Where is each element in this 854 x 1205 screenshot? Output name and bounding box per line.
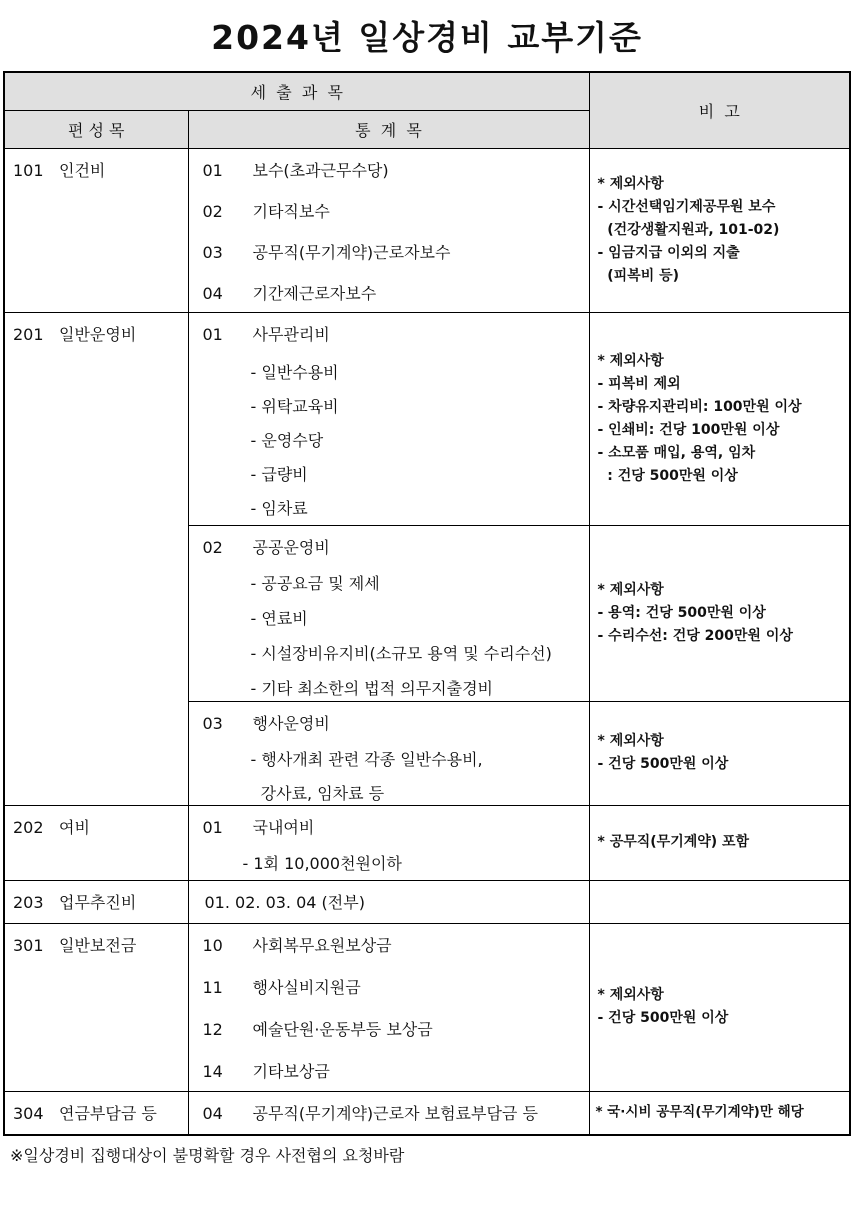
remarks-cell: * 제외사항 - 건당 500만원 이상 <box>589 701 850 805</box>
category-cell: 304 연금부담금 등 <box>4 1091 188 1135</box>
item-cell: 02 공공운영비 - 공공요금 및 제세 - 연료비 - 시설장비유지비(소규모 용역 및 수리수선) - 기타 최소한의 법적 의무지출경비 <box>188 525 589 701</box>
page-title: 2024년 일상경비 교부기준 <box>211 18 643 57</box>
remarks-cell: * 공무직(무기계약) 포함 <box>589 805 850 880</box>
table-row <box>4 312 850 525</box>
category-cell: 301 일반보전금 <box>4 923 188 1091</box>
item-cell: 01 국내여비 - 1회 10,000천원이하 <box>188 805 589 880</box>
remarks-cell: * 국·시비 공무직(무기계약)만 해당 <box>589 1091 850 1135</box>
category-cell: 202 여비 <box>4 805 188 880</box>
item-cell: 01 사무관리비 - 일반수용비 - 위탁교육비 - 운영수당 - 급량비 - 임차료 <box>188 312 589 525</box>
table-row <box>4 148 850 312</box>
table-row <box>4 923 850 1091</box>
budget-table <box>3 71 851 1136</box>
item-cell: 01 보수(초과근무수당) 02 기타직보수 03 공무직(무기계약)근로자보수 04 기간제근로자보수 <box>188 148 589 312</box>
header-group: 세 출 과 목 <box>4 72 589 110</box>
remarks-cell: * 제외사항 - 피복비 제외 - 차량유지관리비: 100만원 이상 - 인쇄비: 건당 100만원 이상 - 소모품 매입, 용역, 임차 : 건당 500만원 이상 <box>589 312 850 525</box>
item-cell: 04 공무직(무기계약)근로자 보험료부담금 등 <box>188 1091 589 1135</box>
category-cell: 203 업무추진비 <box>4 880 188 923</box>
category-cell: 101 인건비 <box>4 148 188 312</box>
table-row <box>4 880 850 923</box>
category-cell: 201 일반운영비 <box>4 312 188 805</box>
item-cell: 10 사회복무요원보상금 11 행사실비지원금 12 예술단원·운동부등 보상금 14 기타보상금 <box>188 923 589 1091</box>
remarks-cell: * 제외사항 - 건당 500만원 이상 <box>589 923 850 1091</box>
remarks-cell: * 제외사항 - 용역: 건당 500만원 이상 - 수리수선: 건당 200만원 이상 <box>589 525 850 701</box>
table-row <box>4 1091 850 1135</box>
header-remarks: 비 고 <box>589 72 850 148</box>
table-row <box>4 805 850 880</box>
footer-note: ※일상경비 집행대상이 불명확할 경우 사전협의 요청바람 <box>10 1146 405 1165</box>
header-col2: 통 계 목 <box>188 110 589 148</box>
item-cell: 03 행사운영비 - 행사개최 관련 각종 일반수용비, 강사료, 임차료 등 <box>188 701 589 805</box>
remarks-cell <box>589 880 850 923</box>
header-col1: 편 성 목 <box>4 110 188 148</box>
remarks-cell: * 제외사항 - 시간선택임기제공무원 보수 (건강생활지원과, 101-02) - 임금지급 이외의 지출 (피복비 등) <box>589 148 850 312</box>
item-cell: 01. 02. 03. 04 (전부) <box>188 880 589 923</box>
